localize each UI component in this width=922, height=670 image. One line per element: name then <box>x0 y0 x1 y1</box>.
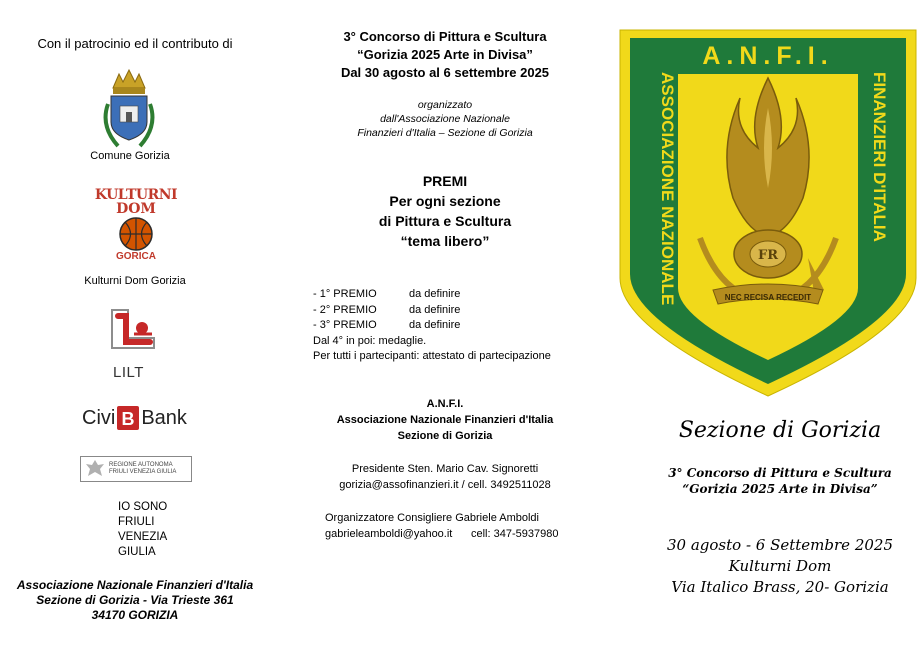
prize-note: Dal 4° in poi: medaglie. <box>313 334 427 347</box>
fvg-slogan-line: VENEZIA <box>118 531 168 543</box>
prize-value: da definire <box>409 319 461 331</box>
fvg-slogan <box>118 500 167 560</box>
organized-line: dall'Associazione Nazionale <box>380 113 510 125</box>
badge-acronym: A.N.F.I. <box>702 42 834 70</box>
prize-value: da definire <box>409 303 461 316</box>
prize-name: - 1° PREMIO <box>313 288 377 300</box>
prize-list <box>313 287 551 365</box>
badge-right-text: FINANZIERI D'ITALIA <box>870 72 889 242</box>
logo-label-comune: Comune Gorizia <box>90 150 170 162</box>
fvg-slogan-line: FRIULI <box>118 516 155 528</box>
organizer-name: Organizzatore Consigliere Gabriele Amboldi <box>325 512 539 524</box>
association-address <box>0 578 270 623</box>
premi-line: “tema libero” <box>400 233 490 249</box>
lilt-label: LILT <box>113 364 144 381</box>
right-contest-line: “Gorizia 2025 Arte in Divisa” <box>682 482 878 496</box>
civibank-text-right: Bank <box>141 406 187 429</box>
kulturni-dom-logo <box>88 188 184 262</box>
prize-value: da definire <box>409 288 461 300</box>
fvg-slogan-line: IO SONO <box>118 501 168 513</box>
basketball-icon <box>88 216 184 252</box>
organized-line: organizzato <box>417 99 473 111</box>
anfi-line: Sezione di Gorizia <box>397 430 493 442</box>
premi-line: PREMI <box>422 173 468 189</box>
logo-text-dom: DOM <box>116 201 156 217</box>
anfi-line: A.N.F.I. <box>426 398 464 410</box>
address-line: Associazione Nazionale Finanzieri d'Italia <box>16 578 254 592</box>
svg-text:B: B <box>121 409 135 429</box>
coat-of-arms-icon <box>100 64 158 150</box>
premi-heading <box>300 171 590 251</box>
logo-text-kulturni: KULTURNI <box>94 187 178 203</box>
organizer-block <box>325 510 558 542</box>
event-date: 30 agosto - 6 Settembre 2025 <box>666 536 893 554</box>
contest-title <box>300 28 590 82</box>
premi-line: di Pittura e Scultura <box>378 213 512 229</box>
badge-monogram: FR <box>757 248 779 263</box>
prize-row <box>313 318 551 334</box>
logo-label-kulturni-dom: Kulturni Dom Gorizia <box>84 275 186 287</box>
section-title: Sezione di Gorizia <box>678 418 882 443</box>
event-address: Via Italico Brass, 20- Gorizia <box>671 578 889 596</box>
right-contest-title <box>640 465 920 497</box>
right-contest-line: 3° Concorso di Pittura e Scultura <box>668 466 892 480</box>
civibank-logo <box>82 406 187 430</box>
prize-row <box>313 303 551 319</box>
organized-line: Finanzieri d'Italia – Sezione di Gorizia <box>357 127 533 139</box>
badge-left-text: ASSOCIAZIONE NAZIONALE <box>658 72 677 306</box>
anfi-badge <box>618 28 918 398</box>
president-name: Presidente Sten. Mario Cav. Signoretti <box>351 463 539 475</box>
badge-motto: NEC RECISA RECEDIT <box>724 293 812 302</box>
address-line: 34170 GORIZIA <box>91 608 179 622</box>
eagle-icon <box>85 458 105 480</box>
fvg-text-line-2: FRIULI VENEZIA GIULIA <box>109 469 177 475</box>
organizer-contact <box>325 526 558 542</box>
event-venue: Kulturni Dom <box>728 557 832 575</box>
organized-by <box>300 98 590 140</box>
title-line: Dal 30 agosto al 6 settembre 2025 <box>340 65 550 80</box>
logo-text-gorica: GORICA <box>116 251 156 262</box>
prize-row <box>313 287 551 303</box>
title-line: 3° Concorso di Pittura e Scultura <box>343 29 547 44</box>
lilt-logo <box>106 308 164 360</box>
prize-name: - 3° PREMIO <box>313 319 377 331</box>
president-block <box>300 461 590 493</box>
prize-name: - 2° PREMIO <box>313 303 377 316</box>
anfi-block <box>300 396 590 444</box>
president-contact[interactable]: gorizia@assofinanzieri.it / cell. 3492511028 <box>339 479 551 491</box>
anfi-line: Associazione Nazionale Finanzieri d'Italia <box>336 414 554 426</box>
event-details <box>640 535 920 598</box>
civibank-b-icon <box>117 406 139 430</box>
fvg-text-line-1: REGIONE AUTONOMA <box>109 462 173 468</box>
fvg-slogan-line: GIULIA <box>118 546 156 558</box>
fvg-region-logo <box>80 456 192 482</box>
prize-note: Per tutti i partecipanti: attestato di partecipazione <box>313 350 551 362</box>
civibank-text-left: Civi <box>82 406 116 429</box>
patronage-title: Con il patrocinio ed il contributo di <box>37 36 233 51</box>
organizer-cell: cell: 347-5937980 <box>471 528 559 540</box>
address-line: Sezione di Gorizia - Via Trieste 361 <box>36 593 234 607</box>
organizer-email[interactable]: gabrieleamboldi@yahoo.it <box>325 528 453 540</box>
title-line: “Gorizia 2025 Arte in Divisa” <box>357 47 533 62</box>
premi-line: Per ogni sezione <box>389 193 501 209</box>
